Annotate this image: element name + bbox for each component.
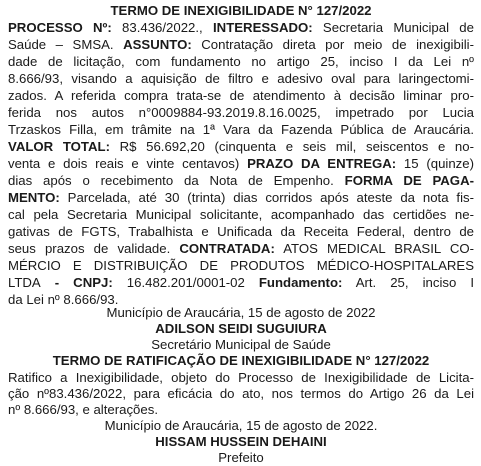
text-segment: ção nº83.436/2022, para eficácia do ato, nos termos do Artigo 26 da Lei — [8, 386, 474, 401]
bold-label: ADILSON SEIDI SUGUIURA — [155, 321, 327, 336]
bold-label: VALOR TOTAL: — [8, 139, 110, 154]
text-segment: dias após o recebimento da Nota de Empenho. — [8, 173, 345, 188]
signatory-name — [8, 434, 474, 450]
paragraph-line — [8, 173, 474, 189]
paragraph-line — [8, 37, 474, 53]
bold-label: TERMO DE RATIFICAÇÃO DE INEXIGIBILIDADE N° 127/2022 — [52, 353, 430, 368]
text-segment: 15 (quinze) — [396, 156, 474, 171]
place-date-line — [8, 418, 474, 434]
text-segment: Ratifico a Inexigibilidade, objeto do Processo de Inexigibilidade de Licita- — [8, 370, 474, 385]
text-segment: MÉRCIO E DISTRIBUIÇÃO DE PRODUTOS MÉDICO-HOSPITALARES — [8, 258, 474, 273]
text-segment: 83.436/2022., — [111, 20, 213, 35]
text-segment: Saúde – SMSA. — [8, 37, 124, 52]
text-segment: Contratação direta por meio de inexigibili- — [191, 37, 474, 52]
signatory-title — [8, 450, 474, 466]
place-date-line — [8, 305, 474, 321]
text-segment: Município de Araucária, 15 de agosto de 2022. — [104, 418, 378, 433]
text-segment: LTDA — [8, 275, 41, 290]
text-segment: nº 8.666/93, e alterações. — [8, 402, 158, 417]
signatory-name — [8, 321, 474, 337]
bold-label: FORMA DE PAGA- — [344, 173, 474, 188]
heading-termo-inexigibilidade — [8, 3, 474, 19]
text-segment: ATOS MEDICAL BRASIL CO- — [274, 241, 474, 256]
text-segment: 16.482.201/0001-02 — [112, 275, 259, 290]
bold-label: PRAZO DA ENTREGA: — [247, 156, 397, 171]
text-segment: Art. 25, inciso I — [342, 275, 474, 290]
paragraph-line — [8, 20, 474, 36]
text-segment: gativas de FGTS, Trabalhista e Unificada da Receita Federal, dentro de — [8, 224, 474, 239]
bold-label: TERMO DE INEXIGIBILIDADE N° 127/2022 — [110, 3, 372, 18]
bold-label: CONTRATADA: — [179, 241, 275, 256]
text-segment: ferida nos autos n°0009884-93.2019.8.16.0025, impetrado por Lucia — [8, 105, 474, 120]
text-segment: zados. A referida compra trata-se de atendimento à decisão liminar pro- — [8, 88, 474, 103]
text-segment: Trzaskos Filla, em trâmite na 1ª Vara da Fazenda Pública de Araucária. — [8, 122, 474, 137]
paragraph-line — [8, 370, 474, 386]
text-segment: Prefeito — [218, 450, 264, 465]
bold-label: HISSAM HUSSEIN DEHAINI — [155, 434, 327, 449]
text-segment: Secretário Municipal de Saúde — [151, 337, 331, 352]
paragraph-line — [8, 88, 474, 104]
paragraph-line — [8, 156, 474, 172]
bold-label: - CNPJ: — [40, 275, 113, 290]
paragraph-line — [8, 241, 474, 257]
text-segment: 8.666/93, visando a aquisição de filtro e adesivo oval para laringectomi- — [8, 71, 474, 86]
bold-label: ASSUNTO: — [123, 37, 192, 52]
paragraph-line — [8, 71, 474, 87]
bold-label: MENTO: — [8, 190, 60, 205]
text-segment: seus prazos de validade. — [8, 241, 180, 256]
bold-label: INTERESSADO: — [213, 20, 313, 35]
text-segment: dade de licitação, com fundamento no artigo 25, inciso I da Lei nº — [8, 54, 474, 69]
paragraph-line — [8, 258, 474, 274]
paragraph-line — [8, 386, 474, 402]
paragraph-line — [8, 190, 474, 206]
heading-termo-ratificacao — [8, 353, 474, 369]
paragraph-line — [8, 122, 474, 138]
paragraph-line — [8, 139, 474, 155]
text-segment: venta e dois reais e vinte centavos) — [8, 156, 248, 171]
text-segment: Parcelada, até 30 (trinta) dias corridos após ateste da nota fis- — [59, 190, 474, 205]
signatory-title — [8, 337, 474, 353]
text-segment: Município de Araucária, 15 de agosto de 2022 — [106, 305, 376, 320]
paragraph-line — [8, 54, 474, 70]
paragraph-line — [8, 402, 474, 418]
paragraph-line — [8, 105, 474, 121]
paragraph-line — [8, 224, 474, 240]
paragraph-line — [8, 207, 474, 223]
paragraph-line — [8, 275, 474, 291]
bold-label: Fundamento: — [258, 275, 343, 290]
text-segment: R$ 56.692,20 (cinquenta e seis mil, seiscentos e no- — [109, 139, 474, 154]
text-segment: cal pela Secretaria Municipal solicitante, acompanhado das certidões ne- — [8, 207, 474, 222]
text-segment: Secretaria Municipal de — [312, 20, 474, 35]
text-segment: da Lei nº 8.666/93. — [8, 292, 119, 307]
bold-label: PROCESSO Nº: — [8, 20, 112, 35]
